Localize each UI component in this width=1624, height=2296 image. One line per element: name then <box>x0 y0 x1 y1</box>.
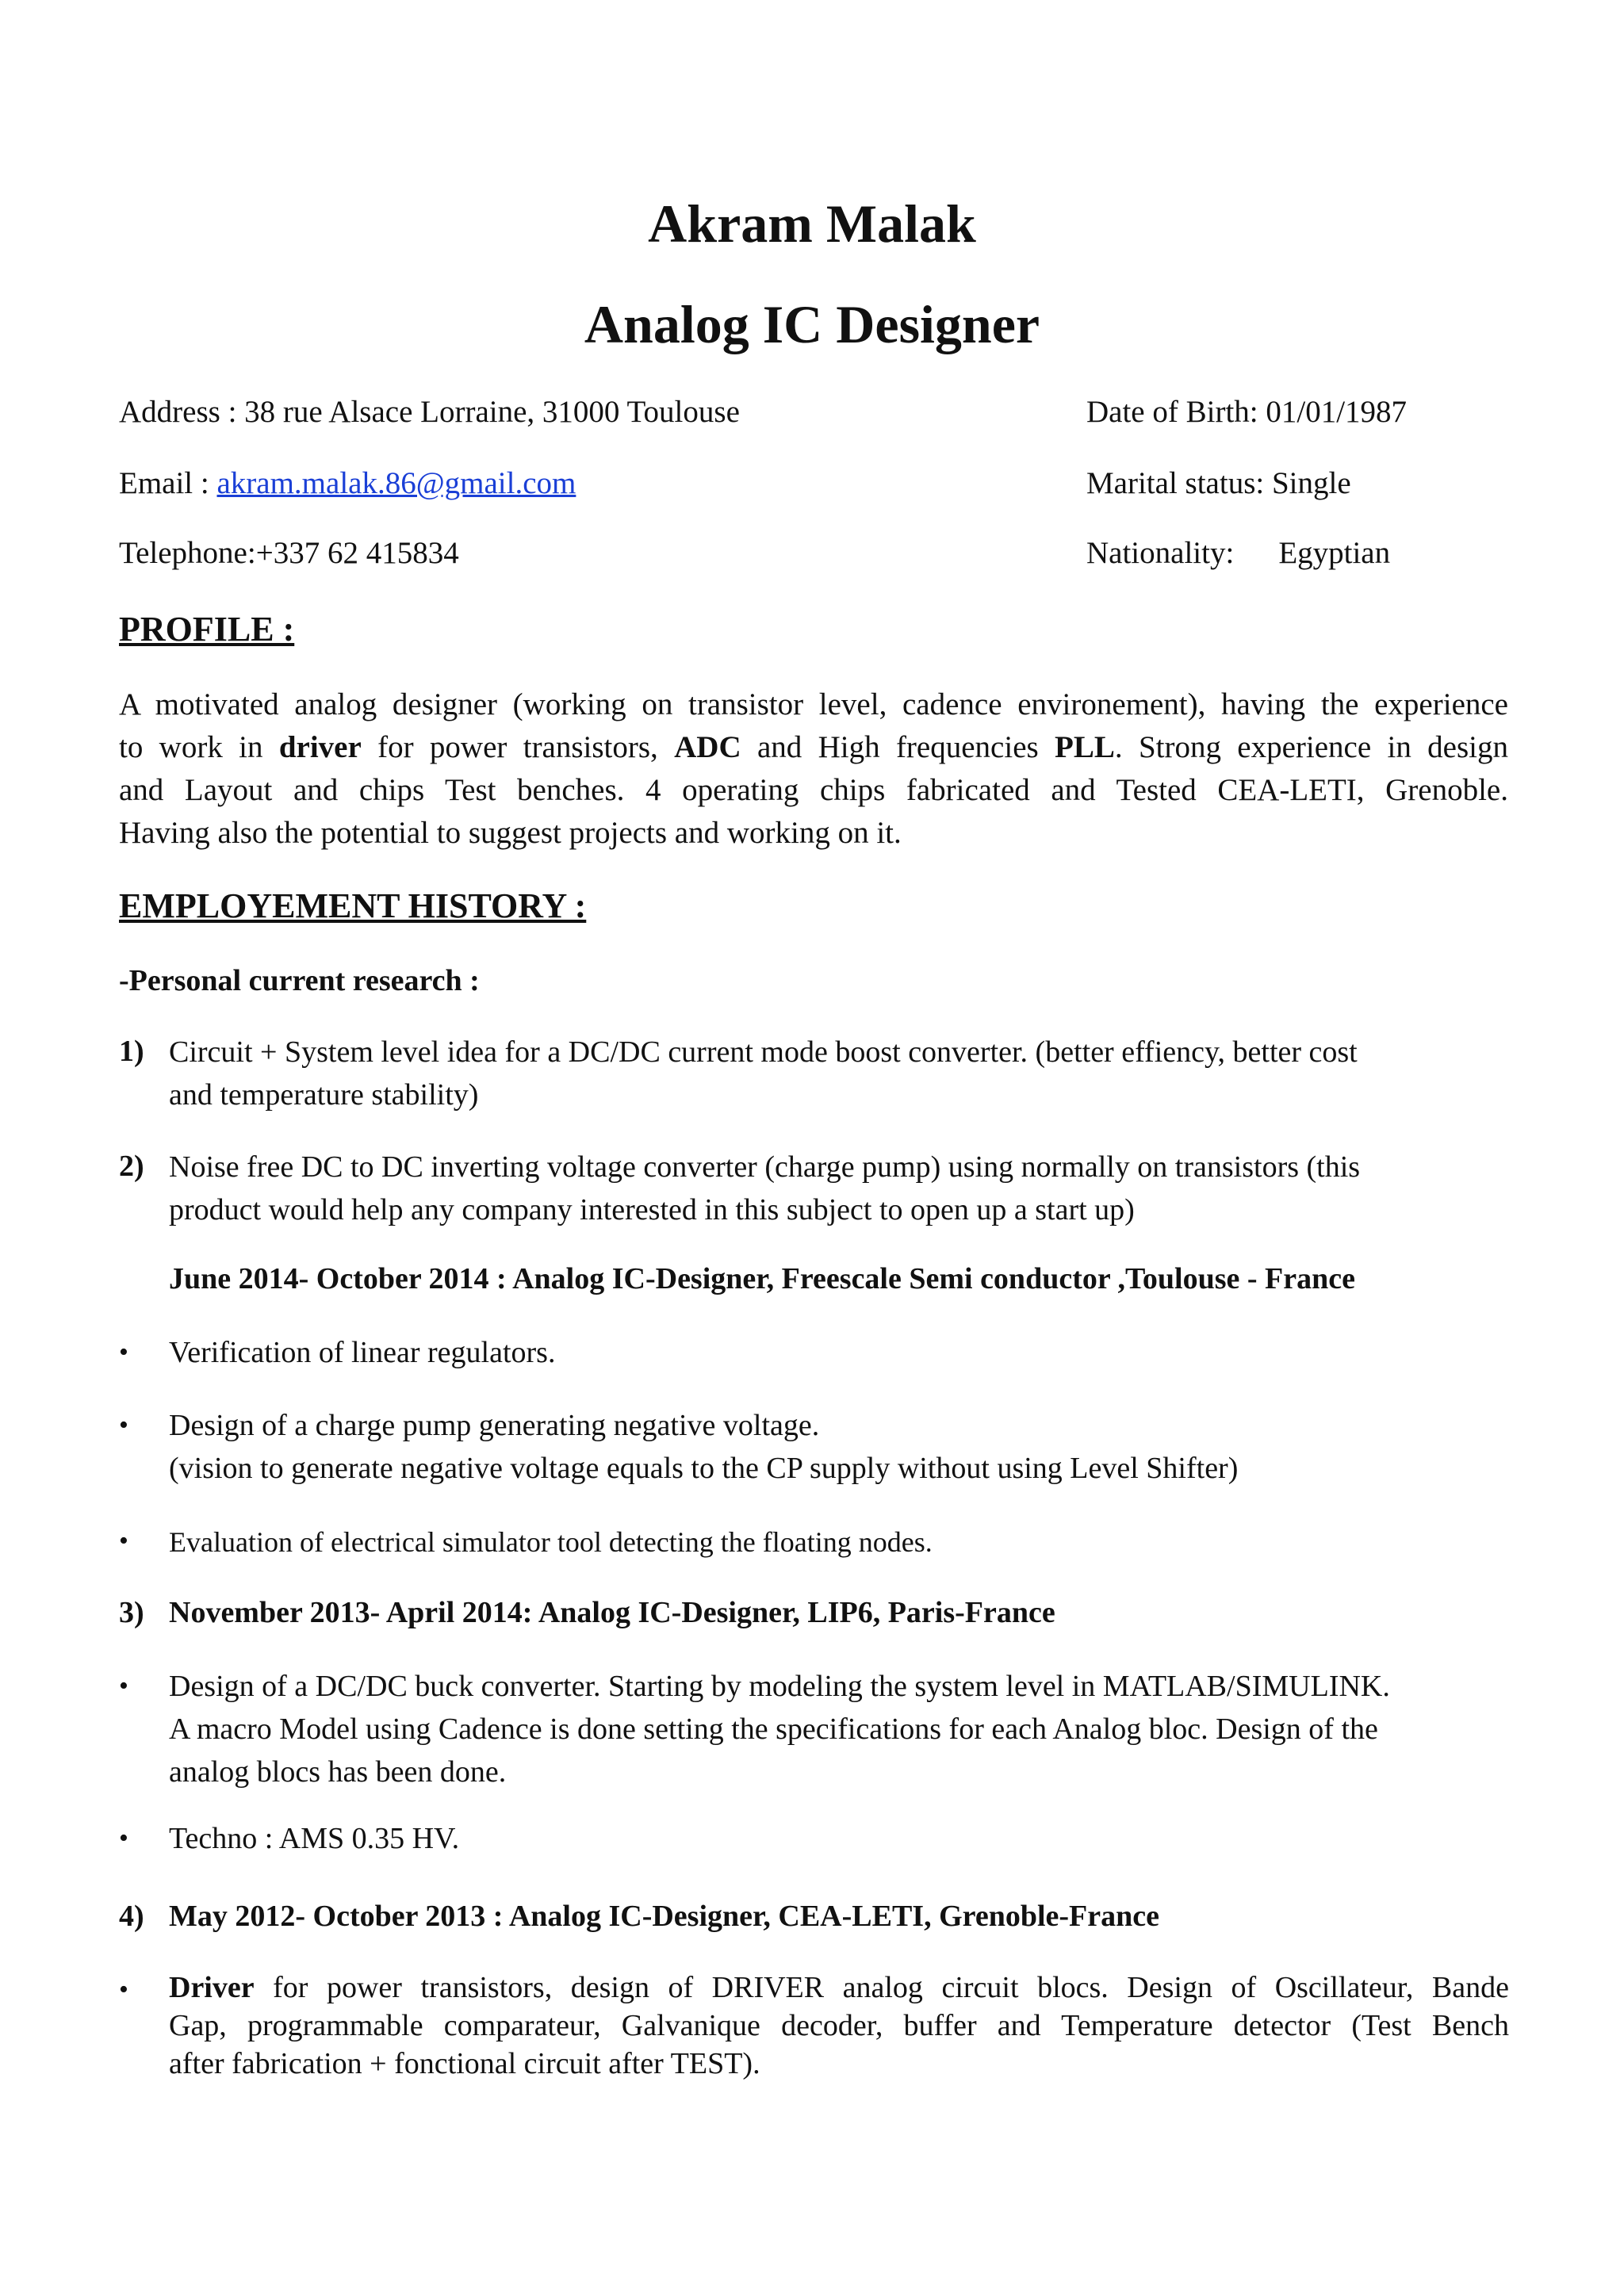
profile-line: and Layout and chips Test benches. 4 operating chips fabricated and Tested CEA-LETI, Grenoble. <box>119 773 1508 807</box>
research-item-2: Noise free DC to DC inverting voltage converter (charge pump) using normally on transistors (this product would help any company interested in this subject to open up a start up) <box>169 1150 1361 1226</box>
research-label: -Personal current research : <box>119 964 480 997</box>
bullet-icon: • <box>119 1410 128 1440</box>
candidate-name: Akram Malak <box>648 193 976 254</box>
date-of-birth: Date of Birth: 01/01/1987 <box>1086 395 1408 429</box>
email-label: Email : <box>119 466 217 500</box>
job-number: 3) <box>119 1596 144 1629</box>
marital-status: Marital status: Single <box>1086 466 1351 500</box>
email-link[interactable]: akram.malak.86@gmail.com <box>216 466 576 500</box>
telephone-line: Telephone:+337 62 415834 <box>119 536 459 570</box>
bullet-icon: • <box>119 1671 128 1701</box>
profile-line: to work in driver for power transistors, ADC and High frequencies PLL. Strong experience in design <box>119 730 1508 764</box>
research-number: 2) <box>119 1150 144 1183</box>
nationality-value: Egyptian <box>1278 536 1391 570</box>
job-freescale-heading: June 2014- October 2014 : Analog IC-Designer, Freescale Semi conductor ,Toulouse - France <box>169 1262 1355 1295</box>
nationality <box>1086 535 1390 571</box>
profile-heading: PROFILE : <box>119 610 295 649</box>
profile-line: Having also the potential to suggest projects and working on it. <box>119 816 902 850</box>
job1-bullet-3: Evaluation of electrical simulator tool detecting the floating nodes. <box>169 1526 933 1558</box>
job-title: Analog IC Designer <box>584 294 1040 354</box>
address-line: Address : 38 rue Alsace Lorraine, 31000 Toulouse <box>119 395 740 429</box>
bullet-icon: • <box>119 1526 128 1556</box>
bullet-icon: • <box>119 1337 128 1367</box>
job-number: 4) <box>119 1900 144 1933</box>
bullet-icon: • <box>119 1975 128 2004</box>
job-cea-leti-heading: May 2012- October 2013 : Analog IC-Designer, CEA-LETI, Grenoble-France <box>169 1900 1159 1933</box>
nationality-label: Nationality: <box>1086 536 1235 570</box>
employment-heading: EMPLOYEMENT HISTORY : <box>119 886 587 925</box>
research-item-1: Circuit + System level idea for a DC/DC current mode boost converter. (better effiency, better cost and temperature stability) <box>169 1035 1358 1112</box>
job-lip6-heading: November 2013- April 2014: Analog IC-Designer, LIP6, Paris-France <box>169 1596 1055 1629</box>
email-line <box>119 465 576 501</box>
profile-paragraph <box>119 683 1508 855</box>
profile-line: A motivated analog designer (working on transistor level, cadence environement), having the experience <box>119 687 1508 721</box>
job2-bullet-1: Design of a DC/DC buck converter. Starting by modeling the system level in MATLAB/SIMULINK. A macro Model using Cadence is done setting the specifications for each Analog bloc. Design of the analog blocs has been done. <box>169 1670 1390 1789</box>
research-number: 1) <box>119 1035 144 1068</box>
bullet-icon: • <box>119 1823 128 1853</box>
job1-bullet-2: Design of a charge pump generating negative voltage. (vision to generate negative voltage equals to the CP supply without using Level Shifter) <box>169 1409 1239 1485</box>
job3-bullet-1: Driver for power transistors, design of DRIVER analog circuit blocs. Design of Oscillateur, Bande Gap, programmable comparateur, Galvanique decoder, buffer and Temperature detector (Test Bench after fabrication + fonctional circuit after TEST). <box>169 1971 1509 2080</box>
job2-bullet-2: Techno : AMS 0.35 HV. <box>169 1822 460 1855</box>
job1-bullet-1: Verification of linear regulators. <box>169 1336 556 1369</box>
